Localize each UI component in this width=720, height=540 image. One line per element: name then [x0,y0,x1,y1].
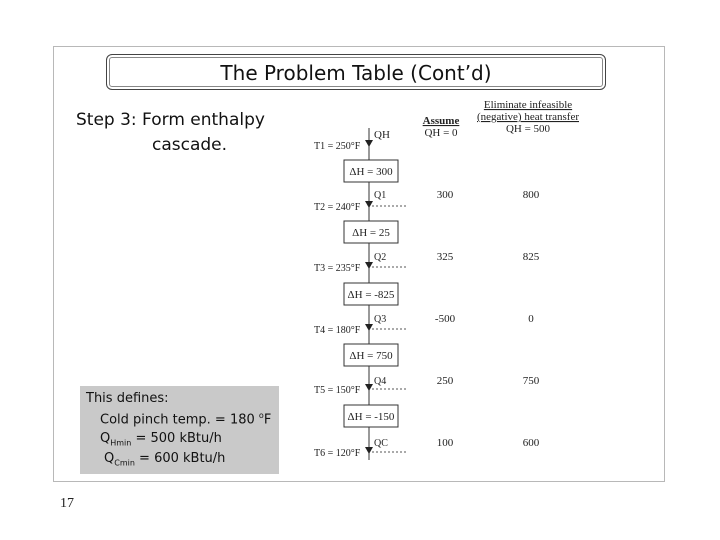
interval-enthalpy: ΔH = 750 [349,350,393,362]
eliminate-header-2: (negative) heat transfer [477,111,579,123]
interval-enthalpy: ΔH = 300 [349,166,393,178]
eliminate-value: 800 [522,189,540,201]
temperature-label: T6 = 120°F [314,448,361,459]
down-arrow-icon [365,201,373,208]
interval-enthalpy: ΔH = -150 [347,411,395,423]
step-line-1: Step 3: Form enthalpy [76,110,265,130]
temperature-label: T2 = 240°F [314,202,361,213]
temperature-label: T4 = 180°F [314,325,361,336]
assume-value: 100 [436,437,454,449]
heat-flow-label: Q3 [374,314,387,325]
step-line-2: cascade. [152,135,228,155]
temperature-label: T1 = 250°F [314,141,361,152]
assume-value: 300 [436,189,454,201]
assume-header: Assume [422,115,460,127]
assume-value: 325 [436,251,454,263]
down-arrow-icon [365,324,373,331]
heat-flow-label: Q1 [374,190,387,201]
eliminate-value: 600 [522,437,540,449]
eliminate-header-1: Eliminate infeasible [483,99,573,111]
down-arrow-icon [365,384,373,391]
eliminate-value: 0 [528,313,534,325]
down-arrow-icon [365,447,373,454]
summary-heading: This defines: [86,391,169,406]
eliminate-value: 750 [522,375,540,387]
assume-value: -500 [434,313,456,325]
cold-pinch-line: Cold pinch temp. = 180 $^o$F [100,411,272,428]
slide-title: The Problem Table (Cont’d) [220,61,492,85]
temperature-label: T3 = 235°F [314,263,361,274]
qh-label: QH [374,129,390,141]
qhmin-line: $Q_{Hmin} = 500$ kBtu/h [100,431,222,448]
qcmin-line: $Q_{Cmin} = 600$ kBtu/h [104,451,226,468]
slide-number: 17 [60,496,74,511]
temperature-label: T5 = 150°F [314,385,361,396]
assume-qh-value: QH = 0 [424,127,458,139]
interval-enthalpy: ΔH = -825 [347,289,395,301]
down-arrow-icon [365,262,373,269]
heat-flow-label: QC [374,438,388,449]
interval-enthalpy: ΔH = 25 [352,227,390,239]
heat-flow-label: Q4 [374,376,387,387]
assume-value: 250 [436,375,454,387]
eliminate-value: 825 [522,251,540,263]
down-arrow-icon [365,140,373,147]
heat-flow-label: Q2 [374,252,387,263]
eliminate-qh-value: QH = 500 [505,123,551,135]
